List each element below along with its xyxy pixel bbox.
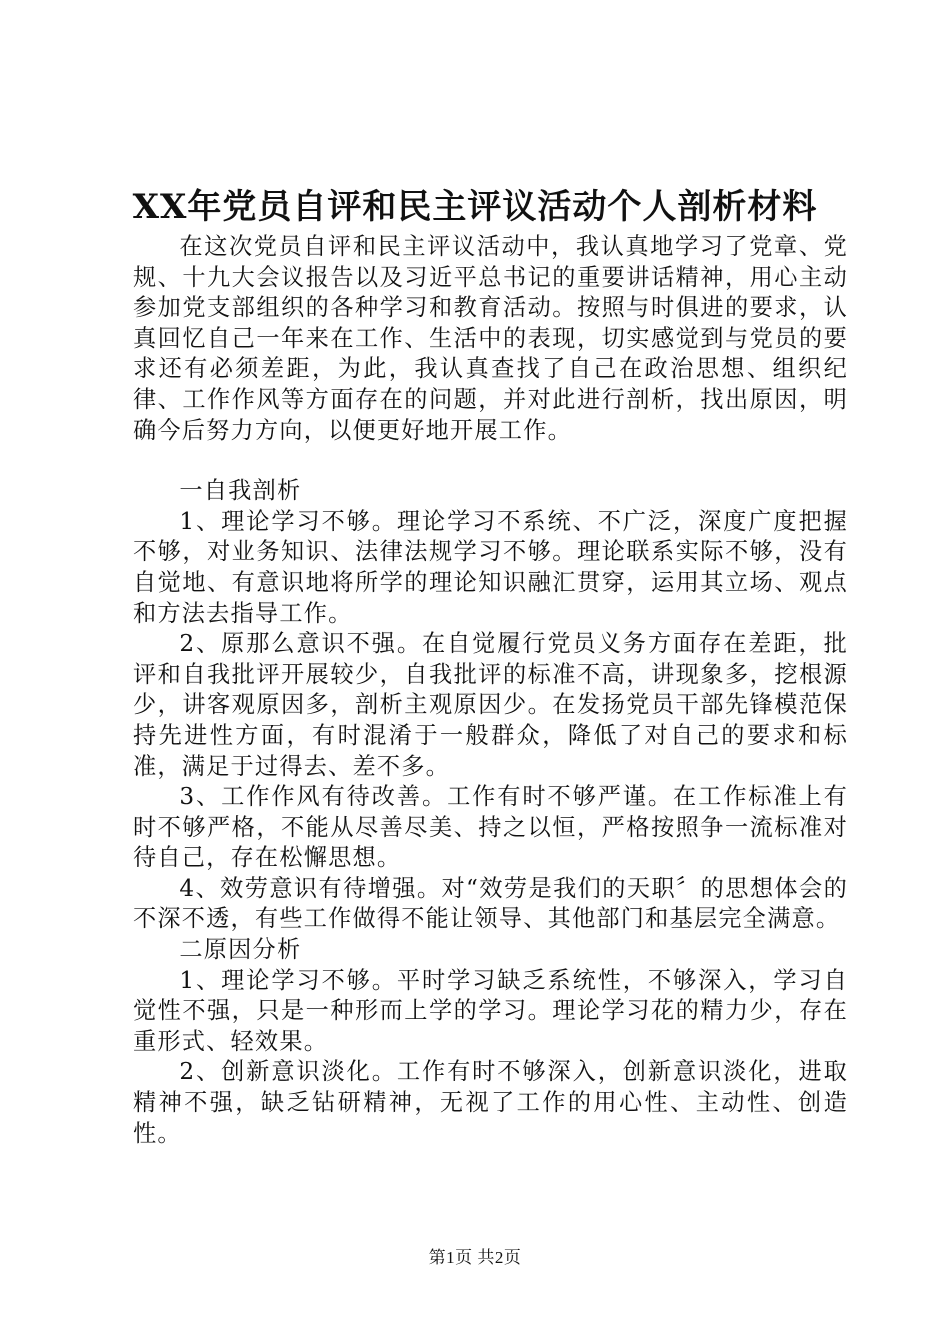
body-paragraph: 3、工作作风有待改善。工作有时不够严谨。在工作标准上有时不够严格，不能从尽善尽美、持之以恒，严格按照争一流标准对待自己，存在松懈思想。 xyxy=(133,783,848,872)
body-paragraph: 4、效劳意识有待增强。对“效劳是我们的天职〞的思想体会的不深不透，有些工作做得不能让领导、其他部门和基层完全满意。 xyxy=(133,874,848,933)
document-title: XX年党员自评和民主评议活动个人剖析材料 xyxy=(132,187,818,227)
body-paragraph: 2、创新意识淡化。工作有时不够深入，创新意识淡化，进取精神不强，缺乏钻研精神，无视了工作的用心性、主动性、创造性。 xyxy=(133,1058,848,1147)
section-heading-cause-analysis: 二原因分析 xyxy=(179,936,302,964)
page-number-footer: 第1页 共2页 xyxy=(428,1248,522,1267)
body-paragraph: 1、理论学习不够。平时学习缺乏系统性，不够深入，学习自觉性不强，只是一种形而上学的学习。理论学习花的精力少，存在重形式、轻效果。 xyxy=(133,966,848,1055)
document-body xyxy=(133,232,848,1149)
intro-paragraph: 在这次党员自评和民主评议活动中，我认真地学习了党章、党规、十九大会议报告以及习近平总书记的重要讲话精神，用心主动参加党支部组织的各种学习和教育活动。按照与时俱进的要求，认真回忆自己一年来在工作、生活中的表现，切实感觉到与党员的要求还有必须差距，为此，我认真查找了自己在政治思想、组织纪律、工作作风等方面存在的问题，并对此进行剖析，找出原因，明确今后努力方向，以便更好地开展工作。 xyxy=(133,233,848,444)
section-heading-self-analysis: 一自我剖析 xyxy=(179,477,302,505)
body-paragraph: 2、原那么意识不强。在自觉履行党员义务方面存在差距，批评和自我批评开展较少，自我批评的标准不高，讲现象多，挖根源少，讲客观原因多，剖析主观原因少。在发扬党员干部先锋模范保持先进性方面，有时混淆于一般群众，降低了对自己的要求和标准，满足于过得去、差不多。 xyxy=(133,630,848,780)
body-paragraph: 1、理论学习不够。理论学习不系统、不广泛，深度广度把握不够，对业务知识、法律法规学习不够。理论联系实际不够，没有自觉地、有意识地将所学的理论知识融汇贯穿，运用其立场、观点和方法去指导工作。 xyxy=(133,507,848,627)
